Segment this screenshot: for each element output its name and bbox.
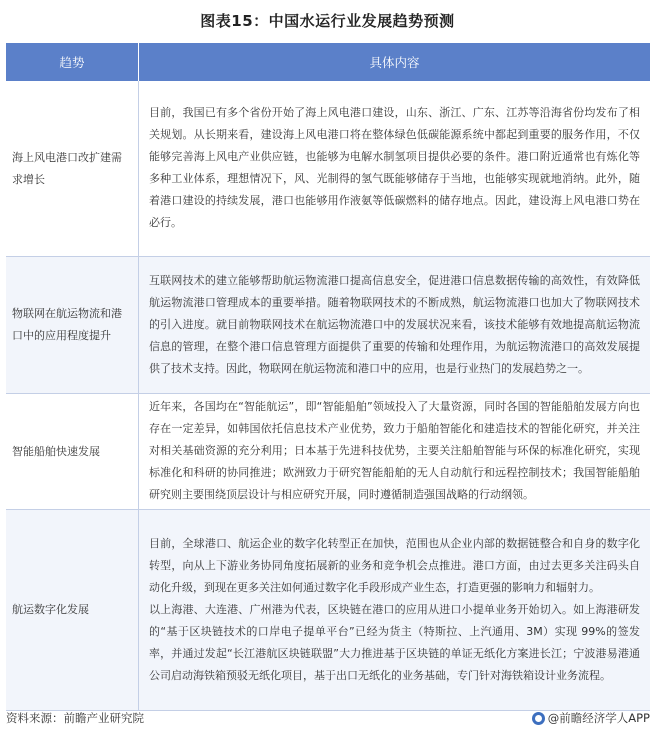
chart-title: 图表15：中国水运行业发展趋势预测 <box>200 12 455 30</box>
trend-content-continued: 以上海港、大连港、广州港为代表，区块链在港口的应用从进口小提单业务开始切入。如上海港研发的“基于区块链技术的口岸电子提单平台”已经为货主（特斯拉、上汽通用、3M）实现 99%的签发率，并通过发起“长江港航区块链联盟”大力推进基于区块链的单证无纸化方案进长江；宁波港易港通公司启动海铁箱预驳无纸化项目，基于出口无纸化的业务基础，专门针对海铁箱设计业务流程。 <box>149 602 640 682</box>
trend-content: 互联网技术的建立能够帮助航运物流港口提高信息安全，促进港口信息数据传输的高效性，有效降低航运物流港口管理成本的重要举措。随着物联网技术的不断成熟，航运物流港口也加大了物联网技术的引入进度。就目前物联网技术在航运物流港口中的发展状况来看，该技术能够有效地提高航运物流信息的管理，在整个港口信息管理方面提供了重要的传输和处理作用，为航运物流港口的高效发展提供了技术支持。因此，物联网在航运物流和港口中的应用，也是行业热门的发展趋势之一。 <box>139 257 651 394</box>
brand-label: @前瞻经济学人APP <box>547 711 650 725</box>
table-row <box>6 257 650 394</box>
table-row <box>6 394 650 510</box>
trend-name: 物联网在航运物流和港口中的应用程度提升 <box>6 257 139 394</box>
brand <box>532 710 650 726</box>
trend-table <box>6 43 650 711</box>
trend-content: 目前，我国已有多个省份开始了海上风电港口建设，山东、浙江、广东、江苏等沿海省份均发布了相关规划。从长期来看，建设海上风电港口将在整体绿色低碳能源系统中都起到重要的服务作用，不仅能够完善海上风电产业供应链，也能够为电解水制氢项目提供必要的条件。港口附近通常也有炼化等多种工业体系，理想情况下，风、光制得的氢气既能够储存于当地，也能够实现就地消纳。此外，随着港口建设的持续发展，港口也能够用作液氨等低碳燃料的储存地点。因此，建设海上风电港口势在必行。 <box>139 81 651 257</box>
trend-content: 目前，全球港口、航运企业的数字化转型正在加快，范围也从企业内部的数据链整合和自身的数字化转型，向从上下游业务协同角度拓展新的业务和竞争机会点推进。港口方面，由过去更多关注码头自动化升级，到现在更多关注如何通过数字化手段形成产业生态，打造更强的影响力和辐射力。 <box>149 536 640 594</box>
source-note: 资料来源：前瞻产业研究院 <box>6 711 144 725</box>
trend-name: 航运数字化发展 <box>6 510 139 711</box>
table-header-row <box>6 43 650 81</box>
table-row <box>6 510 650 711</box>
trend-content-cell <box>139 510 651 711</box>
header-trend: 趋势 <box>6 43 139 81</box>
trend-name: 海上风电港口改扩建需求增长 <box>6 81 139 257</box>
trend-content: 近年来，各国均在“智能航运”，即“智能船舶”领域投入了大量资源，同时各国的智能船舶发展方向也存在一定差异，如韩国依托信息技术产业优势，致力于船舶智能化和建造技术的智能化研究，并关注对相关基础资源的充分利用；日本基于先进科技优势，主要关注船舶智能与环保的标准化研究，实现标准化和科研的协同推进；欧洲致力于研究智能船舶的无人自动航行和远程控制技术；我国智能船舶研究则主要围绕顶层设计与相应研究开展，同时遵循制造强国战略的行动纲领。 <box>139 394 651 510</box>
qianzhan-logo-icon <box>532 712 545 725</box>
table-row <box>6 81 650 257</box>
header-content: 具体内容 <box>139 43 651 81</box>
trend-name: 智能船舶快速发展 <box>6 394 139 510</box>
